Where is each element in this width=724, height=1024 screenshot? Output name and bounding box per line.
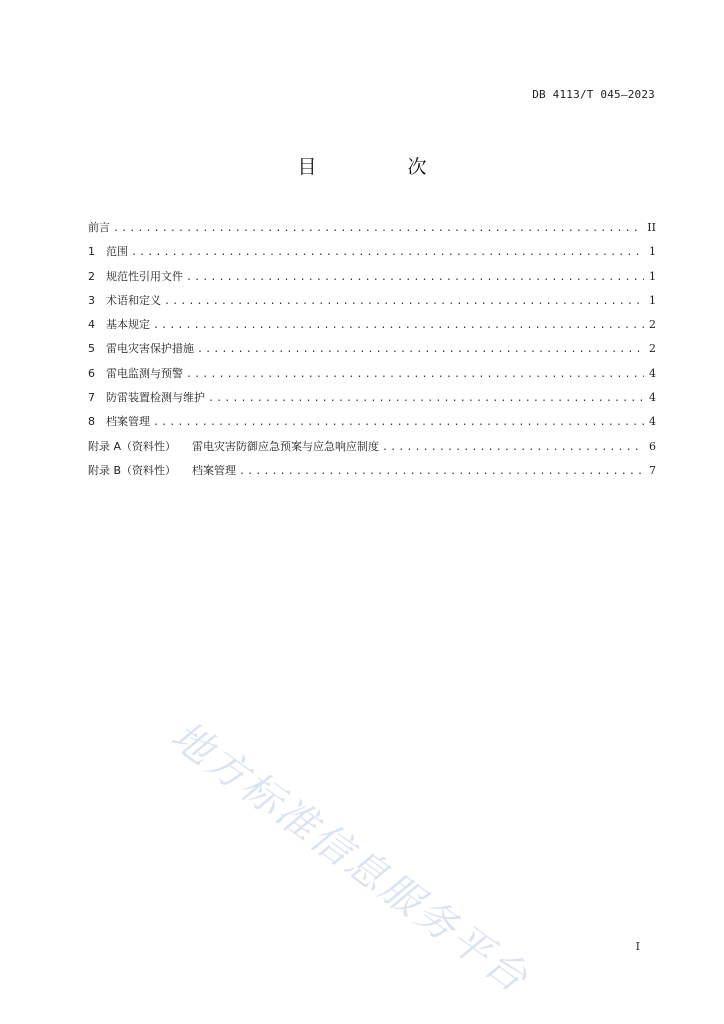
toc-entry-page: 2 [649, 342, 656, 356]
toc-entry-appendix-b[interactable] [88, 459, 656, 483]
toc-entry-number: 3 [88, 293, 95, 307]
toc-entry-monitoring-warning[interactable] [88, 362, 656, 386]
toc-entry-label: 基本规定 [106, 318, 150, 332]
toc-dot-leader [239, 460, 644, 483]
document-code: DB 4113/T 045—2023 [532, 88, 655, 101]
toc-appendix-prefix: 附录 B（资料性） [88, 463, 177, 477]
toc-entry-normative-references[interactable] [88, 265, 656, 289]
toc-title: 目 次 [297, 156, 463, 178]
toc-entry-label: 防雷装置检测与维护 [106, 391, 205, 405]
toc-entry-page: 4 [649, 366, 656, 380]
toc-dot-leader [113, 217, 643, 240]
toc-entry-page: 1 [649, 245, 656, 259]
toc-entry-scope[interactable] [88, 240, 656, 264]
toc-entry-page: 4 [649, 391, 656, 405]
toc-entry-number: 2 [88, 269, 95, 283]
toc-entry-number: 4 [88, 318, 95, 332]
toc-entry-protection-measures[interactable] [88, 337, 656, 361]
page-number: I [635, 940, 640, 953]
toc-entry-basic-provisions[interactable] [88, 313, 656, 337]
toc-entry-terms-definitions[interactable] [88, 289, 656, 313]
toc-dot-leader [131, 241, 644, 264]
toc-dot-leader [197, 338, 644, 361]
toc-entry-page: 2 [649, 318, 656, 332]
toc-entry-page: 4 [649, 415, 656, 429]
toc-entry-number: 5 [88, 342, 95, 356]
toc-dot-leader [382, 436, 644, 459]
toc-entry-label: 术语和定义 [106, 293, 161, 307]
toc-entry-label: 雷电监测与预警 [106, 366, 183, 380]
toc-entry-label: 雷电灾害防御应急预案与应急响应制度 [192, 439, 380, 453]
toc-entry-label: 范围 [106, 245, 128, 259]
toc-entry-label: 规范性引用文件 [106, 269, 183, 283]
watermark-text: 地方标准信息服务平台 [162, 712, 538, 1003]
toc-entry-label: 前言 [88, 221, 110, 234]
toc-entry-number: 1 [88, 245, 95, 259]
toc-entry-page: 7 [649, 463, 656, 477]
toc-entry-label: 雷电灾害保护措施 [106, 342, 194, 356]
toc-entry-archive-management[interactable] [88, 410, 656, 434]
toc-entry-page: 6 [649, 439, 656, 453]
toc-appendix-prefix: 附录 A（资料性） [88, 439, 177, 453]
toc-entry-label: 档案管理 [106, 415, 150, 429]
toc-entry-foreword[interactable] [88, 216, 656, 240]
toc-dot-leader [208, 387, 644, 410]
toc-entry-label: 档案管理 [192, 463, 237, 477]
toc-entry-inspection-maintenance[interactable] [88, 386, 656, 410]
toc-entry-page: II [647, 221, 656, 234]
toc-entry-number: 6 [88, 366, 95, 380]
toc-entry-appendix-a[interactable] [88, 435, 656, 459]
toc-entry-page: 1 [649, 269, 656, 283]
toc-entry-number: 8 [88, 415, 95, 429]
toc-dot-leader [186, 266, 644, 289]
table-of-contents [88, 216, 656, 483]
toc-dot-leader [153, 314, 644, 337]
toc-entry-number: 7 [88, 391, 95, 405]
toc-entry-page: 1 [649, 293, 656, 307]
toc-dot-leader [186, 363, 644, 386]
toc-dot-leader [164, 290, 644, 313]
toc-dot-leader [153, 411, 644, 434]
